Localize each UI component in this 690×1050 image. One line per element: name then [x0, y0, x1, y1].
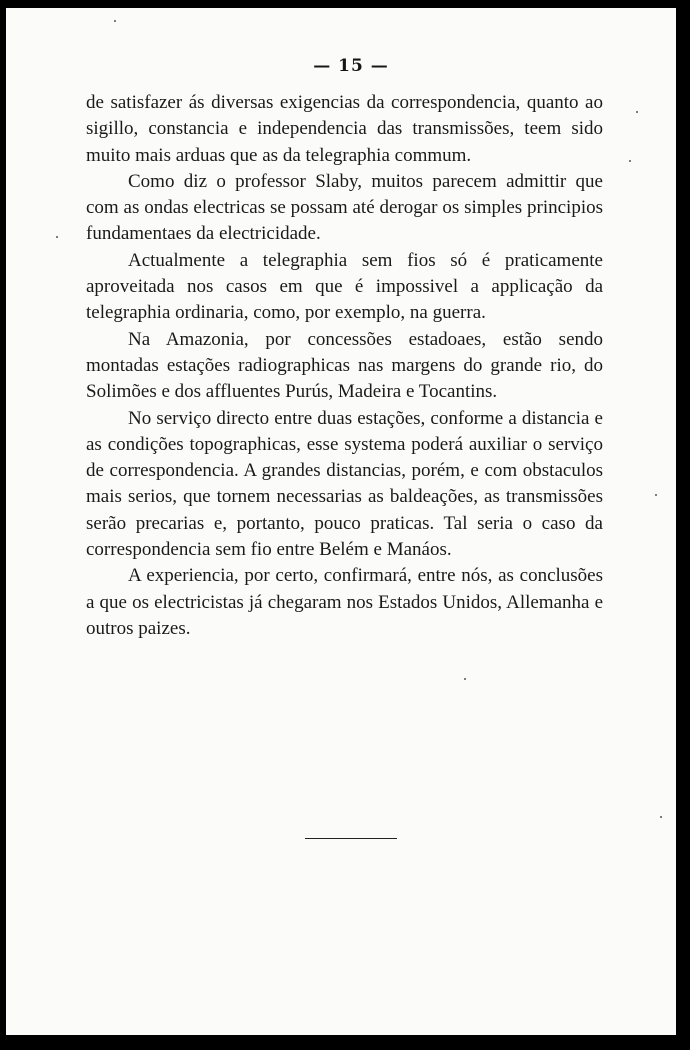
body-text — [86, 90, 603, 642]
paragraph-3: Actualmente a telegraphia sem fios só é praticamente aproveitada nos casos em que é impossivel a applicação da telegraphia ordinaria, como, por exemplo, na guerra. — [86, 249, 603, 324]
end-rule — [305, 838, 397, 839]
paragraph-2: Como diz o professor Slaby, muitos parecem admittir que com as ondas electricas se possam até derogar os simples principios fundamentaes da electricidade. — [86, 170, 603, 245]
scan-speck — [636, 111, 638, 113]
paragraph-5: No serviço directo entre duas estações, conforme a distancia e as condições topographicas, esse systema poderá auxiliar o serviço de correspondencia. A grandes distancias, porém, e com obstaculos mais serios, que tornem necessarias as baldeações, as transmissões serão precarias e, portanto, pouco praticas. Tal seria o caso da correspondencia sem fio entre Belém e Manáos. — [86, 407, 603, 561]
paragraph-6: A experiencia, por certo, confirmará, entre nós, as conclusões a que os electricistas já chegaram nos Estados Unidos, Allemanha e outros paizes. — [86, 565, 603, 639]
scan-speck — [660, 816, 662, 818]
scan-speck — [655, 494, 657, 496]
scan-speck — [464, 678, 466, 680]
page-number: — 15 — — [313, 56, 389, 76]
paragraph-4: Na Amazonia, por concessões estadoaes, estão sendo montadas estações radiographicas nas margens do grande rio, do Solimões e dos affluentes Purús, Madeira e Tocantins. — [86, 328, 603, 403]
paragraph-1: de satisfazer ás diversas exigencias da correspondencia, quanto ao sigillo, constancia e independencia das transmissões, teem sido muito mais arduas que as da telegraphia commum. — [86, 92, 603, 166]
scan-speck — [114, 20, 116, 22]
book-page — [6, 8, 676, 1035]
scan-speck — [629, 160, 631, 162]
scan-speck — [56, 236, 58, 238]
